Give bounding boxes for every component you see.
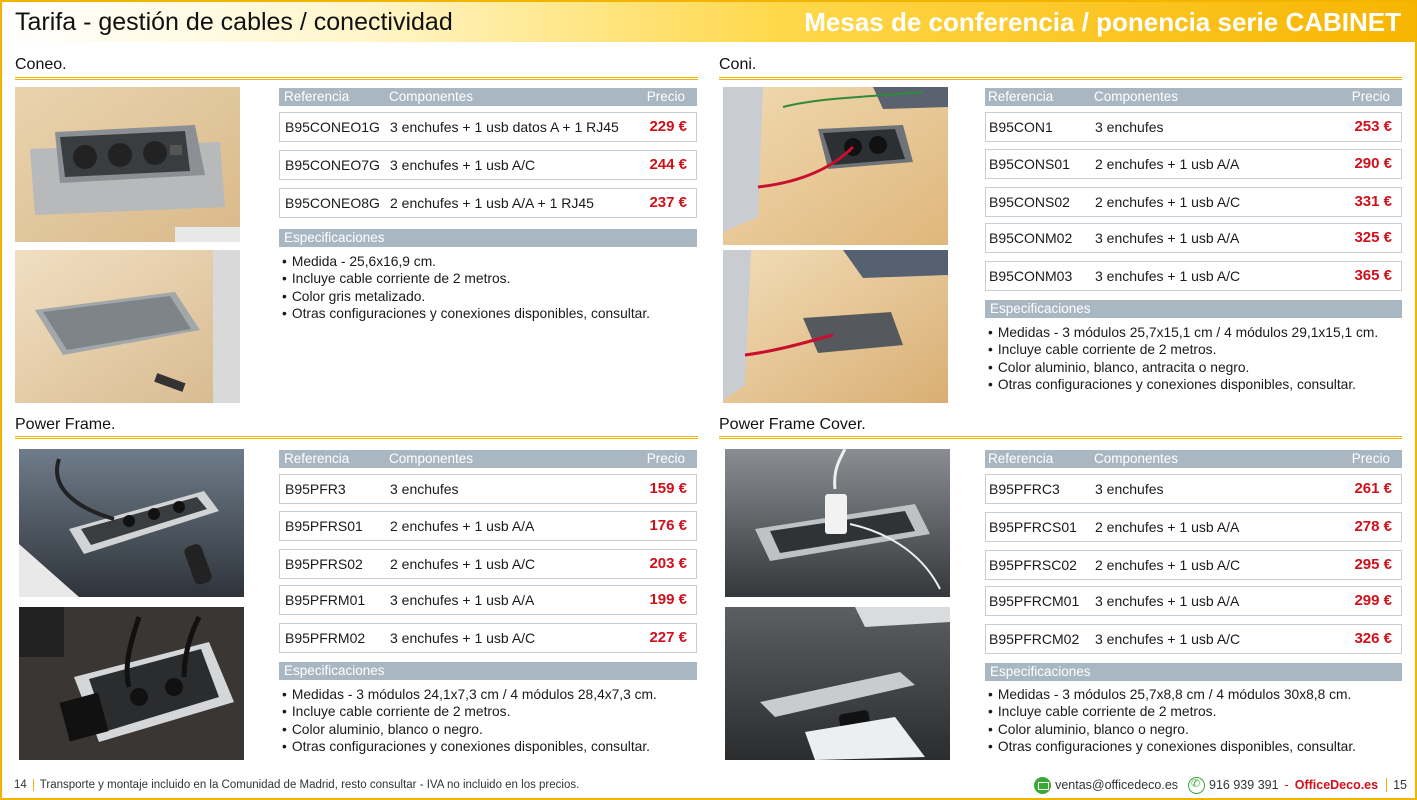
row-ref: B95CON1: [989, 119, 1053, 135]
spec-item: • Color aluminio, blanco, antracita o negro.: [988, 359, 1378, 376]
specs-list-coni: [988, 324, 1378, 393]
table-row: [279, 112, 697, 142]
footer-separator: [1386, 778, 1387, 792]
section-title: Power Frame Cover.: [719, 416, 866, 433]
row-components: 3 enchufes + 1 usb A/A: [390, 592, 535, 608]
table-row: [985, 474, 1402, 504]
table-row: [279, 188, 697, 218]
row-components: 3 enchufes + 1 usb A/A: [1095, 230, 1240, 246]
spec-item: • Medidas - 3 módulos 25,7x8,8 cm / 4 módulos 30x8,8 cm.: [988, 686, 1356, 703]
section-divider: [719, 436, 1402, 439]
footer-left: [14, 779, 579, 791]
header-components: Componentes: [1094, 451, 1179, 466]
row-price: 203 €: [649, 555, 687, 572]
row-price: 237 €: [649, 194, 687, 211]
page-header: [2, 2, 1415, 42]
row-ref: B95PFR3: [285, 481, 346, 497]
specs-header-power-frame-cover: Especificaciones: [985, 663, 1402, 681]
spec-item: • Incluye cable corriente de 2 metros.: [282, 703, 657, 720]
specs-header-power-frame: Especificaciones: [279, 662, 697, 680]
header-ref: Referencia: [284, 451, 350, 466]
footer-note: Transporte y montaje incluido en la Comunidad de Madrid, resto consultar - IVA no incluido en los precios.: [39, 779, 580, 792]
specs-list-power-frame-cover: [988, 686, 1356, 755]
header-ref: Referencia: [988, 451, 1054, 466]
table-row: [985, 586, 1402, 616]
row-price: 331 €: [1354, 193, 1392, 210]
product-photo-coneo-open: [15, 87, 240, 242]
section-divider: [15, 436, 698, 439]
header-right-title: Mesas de conferencia / ponencia serie CABINET: [804, 7, 1401, 37]
spec-item: • Incluye cable corriente de 2 metros.: [988, 703, 1356, 720]
row-components: 3 enchufes + 1 usb A/C: [390, 630, 536, 646]
header-price: Precio: [1351, 89, 1390, 104]
row-components: 2 enchufes + 1 usb A/A: [1095, 156, 1240, 172]
page-number-left: 14: [14, 779, 27, 792]
header-price: Precio: [646, 89, 685, 104]
spec-item: • Otras configuraciones y conexiones disponibles, consultar.: [282, 305, 650, 322]
row-price: 290 €: [1354, 155, 1392, 172]
page-number-right: 15: [1393, 778, 1407, 792]
row-components: 3 enchufes: [1095, 481, 1164, 497]
row-price: 278 €: [1354, 518, 1392, 535]
footer-separator: [33, 779, 34, 791]
spec-item: • Color aluminio, blanco o negro.: [282, 721, 657, 738]
header-components: Componentes: [389, 89, 474, 104]
table-header-power-frame: [279, 450, 697, 468]
footer-right: [1034, 775, 1407, 795]
spec-item: • Otras configuraciones y conexiones disponibles, consultar.: [988, 738, 1356, 755]
row-price: 229 €: [649, 118, 687, 135]
table-header-power-frame-cover: [985, 450, 1402, 468]
table-row: [985, 112, 1402, 142]
table-row: [985, 187, 1402, 217]
section-title: Coneo.: [15, 56, 67, 73]
specs-header-coni: Especificaciones: [985, 300, 1402, 318]
spec-item: • Medida - 25,6x16,9 cm.: [282, 253, 650, 270]
specs-header-coneo: Especificaciones: [279, 229, 697, 247]
header-ref: Referencia: [988, 89, 1054, 104]
row-components: 3 enchufes + 1 usb datos A + 1 RJ45: [390, 119, 619, 135]
row-price: 159 €: [649, 480, 687, 497]
row-ref: B95PFRCM01: [989, 593, 1080, 609]
product-photo-power-frame-cover-2: [725, 607, 950, 760]
footer-email[interactable]: ventas@officedeco.es: [1055, 778, 1179, 792]
spec-item: • Color aluminio, blanco o negro.: [988, 721, 1356, 738]
header-components: Componentes: [1094, 89, 1179, 104]
product-photo-coneo-closed: [15, 250, 240, 403]
row-price: 253 €: [1354, 118, 1392, 135]
footer-dash: -: [1284, 778, 1289, 792]
row-price: 325 €: [1354, 229, 1392, 246]
row-ref: B95CONEO1G: [285, 119, 380, 135]
row-price: 261 €: [1354, 480, 1392, 497]
row-components: 2 enchufes + 1 usb A/C: [390, 556, 536, 572]
table-row: [985, 223, 1402, 253]
row-price: 227 €: [649, 629, 687, 646]
table-row: [279, 474, 697, 504]
row-price: 326 €: [1354, 630, 1392, 647]
table-row: [985, 624, 1402, 654]
footer-phone[interactable]: 916 939 391: [1209, 778, 1279, 792]
row-components: 3 enchufes + 1 usb A/C: [1095, 268, 1241, 284]
section-divider: [719, 77, 1402, 80]
row-ref: B95PFRCS01: [989, 519, 1077, 535]
row-components: 2 enchufes + 1 usb A/A + 1 RJ45: [390, 195, 594, 211]
spec-item: • Otras configuraciones y conexiones disponibles, consultar.: [988, 376, 1378, 393]
phone-icon: [1188, 777, 1205, 794]
header-price: Precio: [646, 451, 685, 466]
table-row: [985, 512, 1402, 542]
header-left-title: Tarifa - gestión de cables / conectividad: [15, 8, 453, 36]
row-ref: B95CONEO7G: [285, 157, 380, 173]
product-photo-power-frame-2: [19, 607, 244, 760]
row-ref: B95PFRM02: [285, 630, 366, 646]
row-ref: B95PFRCM02: [989, 631, 1080, 647]
header-ref: Referencia: [284, 89, 350, 104]
row-price: 365 €: [1354, 267, 1392, 284]
section-title: Coni.: [719, 56, 757, 73]
row-components: 2 enchufes + 1 usb A/A: [390, 518, 535, 534]
row-ref: B95CONS02: [989, 194, 1070, 210]
table-row: [279, 511, 697, 541]
row-components: 3 enchufes: [1095, 119, 1164, 135]
row-price: 244 €: [649, 156, 687, 173]
product-photo-power-frame-1: [19, 449, 244, 597]
product-photo-coni-closed: [723, 250, 948, 403]
row-components: 3 enchufes: [390, 481, 459, 497]
table-header-coneo: [279, 88, 697, 106]
footer-brand[interactable]: OfficeDeco.es: [1294, 778, 1379, 792]
header-components: Componentes: [389, 451, 474, 466]
header-price: Precio: [1351, 451, 1390, 466]
section-divider: [15, 77, 698, 80]
row-price: 295 €: [1354, 556, 1392, 573]
table-row: [279, 623, 697, 653]
email-icon: [1034, 777, 1051, 794]
row-ref: B95CONM03: [989, 268, 1073, 284]
row-ref: B95PFRSC02: [989, 557, 1077, 573]
row-price: 299 €: [1354, 592, 1392, 609]
row-components: 2 enchufes + 1 usb A/C: [1095, 194, 1241, 210]
spec-item: • Otras configuraciones y conexiones disponibles, consultar.: [282, 738, 657, 755]
row-ref: B95PFRC3: [989, 481, 1060, 497]
row-components: 2 enchufes + 1 usb A/A: [1095, 519, 1240, 535]
row-price: 176 €: [649, 517, 687, 534]
table-row: [279, 585, 697, 615]
row-ref: B95PFRS01: [285, 518, 363, 534]
row-components: 2 enchufes + 1 usb A/C: [1095, 557, 1241, 573]
specs-list-coneo: [282, 253, 650, 322]
spec-item: • Medidas - 3 módulos 24,1x7,3 cm / 4 módulos 28,4x7,3 cm.: [282, 686, 657, 703]
table-row: [985, 149, 1402, 179]
table-row: [985, 550, 1402, 580]
row-price: 199 €: [649, 591, 687, 608]
row-ref: B95PFRS02: [285, 556, 363, 572]
product-photo-power-frame-cover-1: [725, 449, 950, 597]
table-row: [279, 150, 697, 180]
spec-item: • Medidas - 3 módulos 25,7x15,1 cm / 4 módulos 29,1x15,1 cm.: [988, 324, 1378, 341]
row-ref: B95CONEO8G: [285, 195, 380, 211]
spec-item: • Incluye cable corriente de 2 metros.: [282, 270, 650, 287]
section-title: Power Frame.: [15, 416, 116, 433]
product-photo-coni-open: [723, 87, 948, 245]
row-components: 3 enchufes + 1 usb A/A: [1095, 593, 1240, 609]
row-components: 3 enchufes + 1 usb A/C: [1095, 631, 1241, 647]
row-components: 3 enchufes + 1 usb A/C: [390, 157, 536, 173]
row-ref: B95CONM02: [989, 230, 1073, 246]
specs-list-power-frame: [282, 686, 657, 755]
table-row: [985, 261, 1402, 291]
table-row: [279, 549, 697, 579]
spec-item: • Incluye cable corriente de 2 metros.: [988, 341, 1378, 358]
table-header-coni: [985, 88, 1402, 106]
row-ref: B95PFRM01: [285, 592, 366, 608]
row-ref: B95CONS01: [989, 156, 1070, 172]
spec-item: • Color gris metalizado.: [282, 288, 650, 305]
